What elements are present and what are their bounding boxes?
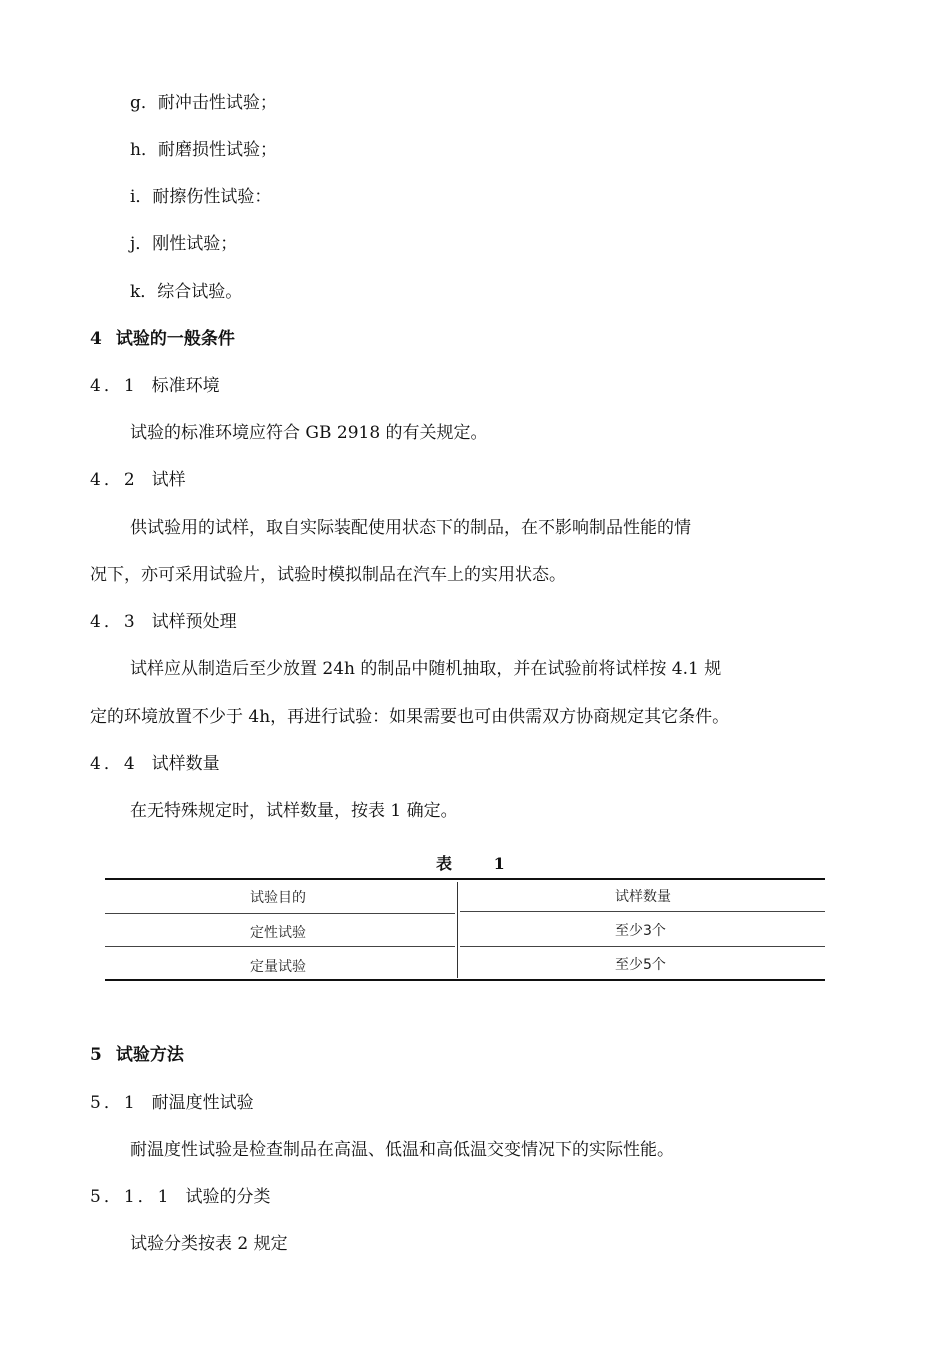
- table-header-quantity: 试样数量: [615, 889, 671, 905]
- section-title: 试验的一般条件: [115, 329, 235, 349]
- section-4-4-heading: [90, 753, 220, 775]
- section-4-3-body-line1: 试样应从制造后至少放置 24h 的制品中随机抽取，并在试验前将试样按 4.1 规: [130, 659, 722, 679]
- section-title: 试样预处理: [151, 612, 237, 632]
- table-row-divider: [460, 911, 825, 912]
- section-5-1-1-body: 试验分类按表 2 规定: [130, 1234, 288, 1254]
- section-number: 4．4: [90, 754, 138, 774]
- section-title: 标准环境: [151, 376, 220, 396]
- section-title: 试验方法: [115, 1045, 184, 1065]
- section-5-heading: [90, 1044, 184, 1066]
- section-title: 试样数量: [151, 754, 220, 774]
- list-item-g: g．耐冲击性试验；: [130, 93, 277, 113]
- table-caption: 表 1: [436, 854, 523, 873]
- section-number: 4．2: [90, 470, 138, 490]
- section-4-3-body-line2: 定的环境放置不少于 4h，再进行试验：如果需要也可由供需双方协商规定其它条件。: [90, 707, 730, 727]
- section-number: 4: [90, 329, 102, 349]
- section-number: 4．3: [90, 612, 138, 632]
- table-header-purpose: 试验目的: [250, 890, 306, 906]
- section-number: 4．1: [90, 376, 138, 396]
- section-number: 5: [90, 1045, 102, 1065]
- list-item-j: j．刚性试验；: [130, 234, 238, 254]
- table-cell: 定性试验: [250, 925, 306, 941]
- section-4-2-heading: [90, 469, 186, 491]
- section-5-1-body: 耐温度性试验是检查制品在高温、低温和高低温交变情况下的实际性能。: [130, 1140, 674, 1160]
- table-row-divider: [105, 913, 455, 914]
- section-4-2-body-line2: 况下，亦可采用试验片，试验时模拟制品在汽车上的实用状态。: [90, 565, 566, 585]
- table-column-divider: [457, 882, 458, 978]
- section-4-4-body: 在无特殊规定时，试样数量，按表 1 确定。: [130, 801, 458, 821]
- section-title: 试样: [151, 470, 186, 490]
- list-item-h: h．耐磨损性试验；: [130, 140, 277, 160]
- section-title: 耐温度性试验: [151, 1093, 254, 1113]
- section-5-1-heading: [90, 1092, 254, 1114]
- section-4-1-heading: [90, 375, 220, 397]
- section-number: 5．1: [90, 1093, 138, 1113]
- table-cell: 定量试验: [250, 959, 306, 975]
- table-row-divider: [460, 946, 825, 947]
- list-item-k: k．综合试验。: [130, 282, 243, 302]
- table-top-rule: [105, 878, 825, 880]
- table-bottom-rule: [105, 979, 825, 981]
- section-number: 5．1．1: [90, 1187, 172, 1207]
- section-4-1-body: 试验的标准环境应符合 GB 2918 的有关规定。: [130, 423, 488, 443]
- table-row-divider: [105, 946, 455, 947]
- section-4-2-body-line1: 供试验用的试样，取自实际装配使用状态下的制品，在不影响制品性能的情: [130, 518, 691, 538]
- table-cell: 至少3个: [615, 923, 666, 939]
- table-cell: 至少5个: [615, 957, 666, 973]
- section-5-1-1-heading: [90, 1186, 270, 1208]
- section-title: 试验的分类: [185, 1187, 271, 1207]
- section-4-heading: [90, 328, 235, 350]
- list-item-i: i．耐擦伤性试验：: [130, 187, 272, 207]
- section-4-3-heading: [90, 611, 237, 633]
